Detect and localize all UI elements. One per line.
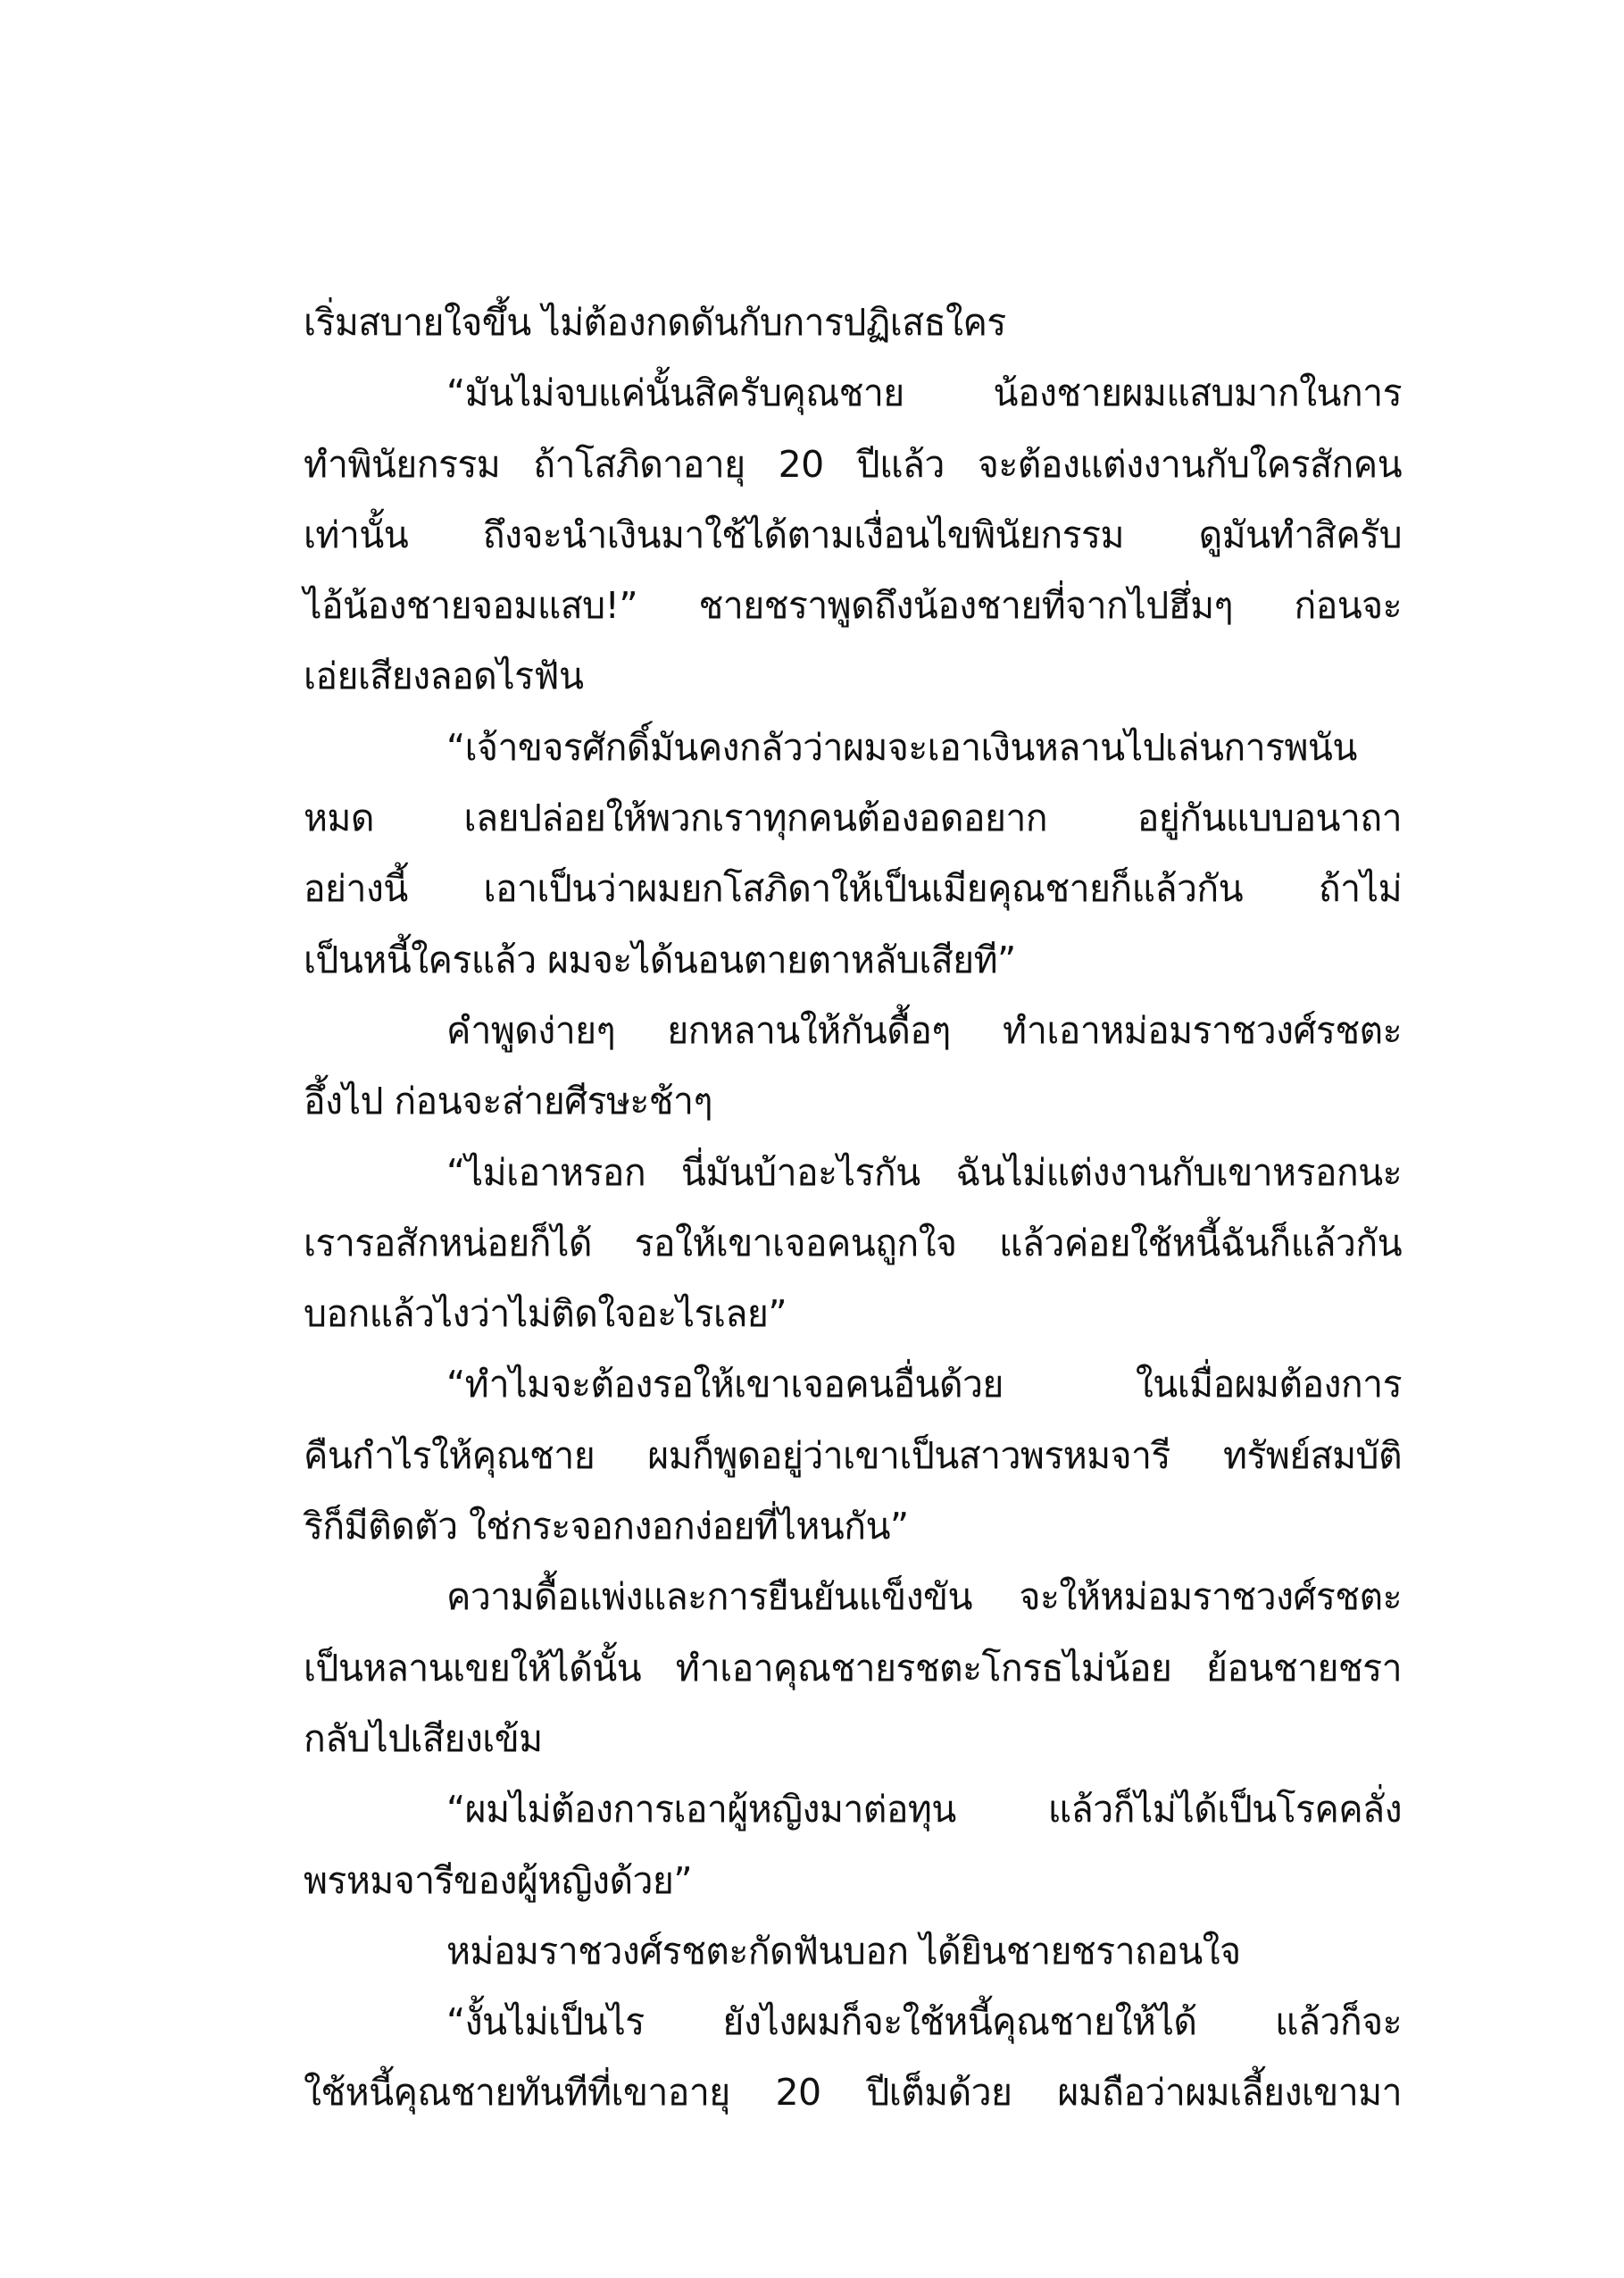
text-line: “ไม่เอาหรอก นี่มันบ้าอะไรกัน ฉันไม่แต่งงานกับเขาหรอกนะ xyxy=(446,1150,1402,1194)
text-line: เท่านั้น ถึงจะนำเงินมาใช้ได้ตามเงื่อนไขพินัยกรรม ดูมันทำสิครับ xyxy=(304,513,1402,556)
text-line: เริ่มสบายใจขึ้น ไม่ต้องกดดันกับการปฏิเสธใคร xyxy=(304,301,1006,344)
page-text-body xyxy=(304,288,1402,2129)
text-line: หมด เลยปล่อยให้พวกเราทุกคนต้องอดอยาก อยู่กันแบบอนาถา xyxy=(304,797,1402,840)
text-line: คำพูดง่ายๆ ยกหลานให้กันดื้อๆ ทำเอาหม่อมราชวงศ์รชตะ xyxy=(446,1008,1402,1052)
text-line: บอกแล้วไงว่าไม่ติดใจอะไรเลย” xyxy=(304,1292,787,1336)
text-line: เอ่ยเสียงลอดไรฟัน xyxy=(304,655,584,698)
text-line: คืนกำไรให้คุณชาย ผมก็พูดอยู่ว่าเขาเป็นสาวพรหมจารี ทรัพย์สมบัติ xyxy=(304,1433,1402,1477)
text-line: กลับไปเสียงเข้ม xyxy=(304,1716,543,1760)
text-line: ไอ้น้องชายจอมแสบ!” ชายชราพูดถึงน้องชายที่จากไปฮึ่มๆ ก่อนจะ xyxy=(304,584,1402,628)
text-line: “เจ้าขจรศักดิ์มันคงกลัวว่าผมจะเอาเงินหลานไปเล่นการพนัน xyxy=(446,725,1357,769)
text-line: เป็นหนี้ใครแล้ว ผมจะได้นอนตายตาหลับเสียที” xyxy=(304,938,1016,981)
text-line: อย่างนี้ เอาเป็นว่าผมยกโสภิดาให้เป็นเมียคุณชายก็แล้วกัน ถ้าไม่ xyxy=(304,867,1402,911)
text-line: “มันไม่จบแค่นั้นสิครับคุณชาย น้องชายผมแสบมากในการ xyxy=(446,371,1402,415)
text-line: หม่อมราชวงศ์รชตะกัดฟันบอก ได้ยินชายชราถอนใจ xyxy=(446,1929,1241,1973)
text-line: อึ้งไป ก่อนจะส่ายศีรษะช้าๆ xyxy=(304,1080,712,1123)
text-line: “งั้นไม่เป็นไร ยังไงผมก็จะใช้หนี้คุณชายให้ได้ แล้วก็จะ xyxy=(446,2000,1402,2044)
text-line: ใช้หนี้คุณชายทันทีที่เขาอายุ 20 ปีเต็มด้วย ผมถือว่าผมเลี้ยงเขามา xyxy=(304,2071,1402,2115)
text-line: พรหมจารีของผู้หญิงด้วย” xyxy=(304,1858,692,1902)
text-line: เป็นหลานเขยให้ได้นั้น ทำเอาคุณชายรชตะโกรธไม่น้อย ย้อนชายชรา xyxy=(304,1646,1402,1690)
text-line: ความดื้อแพ่งและการยืนยันแข็งขัน จะให้หม่อมราชวงศ์รชตะ xyxy=(446,1575,1402,1619)
text-line: เรารอสักหน่อยก็ได้ รอให้เขาเจอคนถูกใจ แล้วค่อยใช้หนี้ฉันก็แล้วกัน xyxy=(304,1221,1402,1264)
text-line: “ทำไมจะต้องรอให้เขาเจอคนอื่นด้วย ในเมื่อผมต้องการ xyxy=(446,1363,1402,1406)
text-line: “ผมไม่ต้องการเอาผู้หญิงมาต่อทุน แล้วก็ไม่ได้เป็นโรคคลั่ง xyxy=(446,1788,1402,1832)
text-line: ทำพินัยกรรม ถ้าโสภิดาอายุ 20 ปีแล้ว จะต้องแต่งงานกับใครสักคน xyxy=(304,442,1402,486)
text-line: ริก็มีติดตัว ใช่กระจอกงอกง่อยที่ไหนกัน” xyxy=(304,1505,909,1548)
